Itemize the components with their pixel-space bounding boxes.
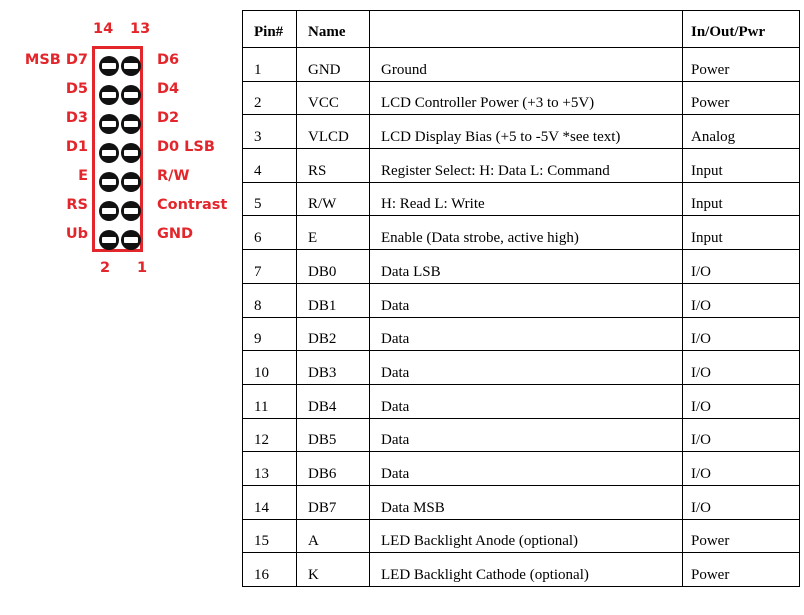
- type-cell: I/O: [683, 452, 800, 486]
- type-cell: I/O: [683, 418, 800, 452]
- header-in-out-pwr: In/Out/Pwr: [683, 11, 800, 48]
- label-contrast: Contrast: [157, 197, 228, 213]
- type-cell: I/O: [683, 351, 800, 385]
- label-rs: RS: [66, 197, 88, 213]
- name-cell: E: [297, 216, 370, 250]
- label-d1: D1: [65, 139, 88, 155]
- pin-cell: 6: [243, 216, 297, 250]
- table-row: [243, 384, 800, 418]
- name-cell: DB5: [297, 418, 370, 452]
- label-d6: D6: [157, 52, 180, 68]
- pin-3-icon: [121, 201, 141, 221]
- name-cell: R/W: [297, 182, 370, 216]
- name-cell: DB6: [297, 452, 370, 486]
- pin-2-icon: [99, 230, 119, 250]
- description-cell: Data: [370, 317, 683, 351]
- pinout-table: [242, 10, 800, 587]
- header-pin: Pin#: [243, 11, 297, 48]
- label-e: E: [78, 168, 88, 184]
- table-row: [243, 317, 800, 351]
- pin-cell: 8: [243, 283, 297, 317]
- pin-cell: 5: [243, 182, 297, 216]
- table-row: [243, 351, 800, 385]
- pin-cell: 7: [243, 250, 297, 284]
- type-cell: Power: [683, 553, 800, 587]
- type-cell: Power: [683, 81, 800, 115]
- table-row: [243, 452, 800, 486]
- description-cell: LCD Controller Power (+3 to +5V): [370, 81, 683, 115]
- pin-cell: 2: [243, 81, 297, 115]
- pin-8-icon: [99, 143, 119, 163]
- table-header-row: [243, 11, 800, 48]
- label-d5: D5: [65, 81, 88, 97]
- header-name: Name: [297, 11, 370, 48]
- name-cell: RS: [297, 149, 370, 183]
- table-row: [243, 519, 800, 553]
- name-cell: DB7: [297, 485, 370, 519]
- pin-cell: 14: [243, 485, 297, 519]
- name-cell: DB0: [297, 250, 370, 284]
- pin-12-icon: [99, 85, 119, 105]
- pin-9-icon: [121, 114, 141, 134]
- description-cell: LCD Display Bias (+5 to -5V *see text): [370, 115, 683, 149]
- type-cell: Input: [683, 182, 800, 216]
- type-cell: Input: [683, 149, 800, 183]
- label-d4: D4: [157, 81, 180, 97]
- pin-cell: 10: [243, 351, 297, 385]
- description-cell: Data LSB: [370, 250, 683, 284]
- description-cell: Data: [370, 283, 683, 317]
- pin-10-icon: [99, 114, 119, 134]
- name-cell: DB4: [297, 384, 370, 418]
- name-cell: DB3: [297, 351, 370, 385]
- pin-6-icon: [99, 172, 119, 192]
- description-cell: Ground: [370, 48, 683, 82]
- description-cell: Data: [370, 418, 683, 452]
- pin-cell: 9: [243, 317, 297, 351]
- pin-1-icon: [121, 230, 141, 250]
- connector-header: [92, 46, 143, 252]
- description-cell: Data MSB: [370, 485, 683, 519]
- label-gnd: GND: [157, 226, 194, 242]
- type-cell: Input: [683, 216, 800, 250]
- pin-cell: 15: [243, 519, 297, 553]
- table-row: [243, 283, 800, 317]
- pin-number-13: 13: [130, 21, 151, 37]
- type-cell: Power: [683, 519, 800, 553]
- description-cell: H: Read L: Write: [370, 182, 683, 216]
- type-cell: I/O: [683, 250, 800, 284]
- pin-14-icon: [99, 56, 119, 76]
- pin-number-1: 1: [137, 260, 148, 276]
- header-description: [370, 11, 683, 48]
- type-cell: I/O: [683, 317, 800, 351]
- description-cell: LED Backlight Cathode (optional): [370, 553, 683, 587]
- description-cell: Data: [370, 452, 683, 486]
- pin-cell: 12: [243, 418, 297, 452]
- table-row: [243, 553, 800, 587]
- table-row: [243, 418, 800, 452]
- type-cell: I/O: [683, 283, 800, 317]
- table-row: [243, 81, 800, 115]
- pin-cell: 4: [243, 149, 297, 183]
- pin-5-icon: [121, 172, 141, 192]
- connector-diagram: [0, 0, 240, 290]
- name-cell: DB2: [297, 317, 370, 351]
- type-cell: Power: [683, 48, 800, 82]
- pin-cell: 1: [243, 48, 297, 82]
- table-row: [243, 485, 800, 519]
- pin-cell: 3: [243, 115, 297, 149]
- description-cell: Enable (Data strobe, active high): [370, 216, 683, 250]
- pin-number-2: 2: [100, 260, 111, 276]
- table-row: [243, 216, 800, 250]
- pin-cell: 11: [243, 384, 297, 418]
- type-cell: I/O: [683, 384, 800, 418]
- pin-7-icon: [121, 143, 141, 163]
- table-row: [243, 115, 800, 149]
- label-d0-lsb: D0 LSB: [157, 139, 215, 155]
- table-row: [243, 250, 800, 284]
- type-cell: I/O: [683, 485, 800, 519]
- name-cell: A: [297, 519, 370, 553]
- pin-4-icon: [99, 201, 119, 221]
- name-cell: K: [297, 553, 370, 587]
- label-d2: D2: [157, 110, 180, 126]
- name-cell: VCC: [297, 81, 370, 115]
- description-cell: Register Select: H: Data L: Command: [370, 149, 683, 183]
- label-ub: Ub: [65, 226, 88, 242]
- label-msb-d7: MSB D7: [24, 52, 88, 68]
- pin-rows: [243, 48, 800, 587]
- pin-number-14: 14: [93, 21, 114, 37]
- pin-11-icon: [121, 85, 141, 105]
- name-cell: GND: [297, 48, 370, 82]
- pin-cell: 13: [243, 452, 297, 486]
- name-cell: VLCD: [297, 115, 370, 149]
- label-rw: R/W: [157, 168, 190, 184]
- description-cell: LED Backlight Anode (optional): [370, 519, 683, 553]
- label-d3: D3: [65, 110, 88, 126]
- table-row: [243, 48, 800, 82]
- table-row: [243, 149, 800, 183]
- description-cell: Data: [370, 384, 683, 418]
- type-cell: Analog: [683, 115, 800, 149]
- description-cell: Data: [370, 351, 683, 385]
- table-row: [243, 182, 800, 216]
- pin-13-icon: [121, 56, 141, 76]
- name-cell: DB1: [297, 283, 370, 317]
- pin-cell: 16: [243, 553, 297, 587]
